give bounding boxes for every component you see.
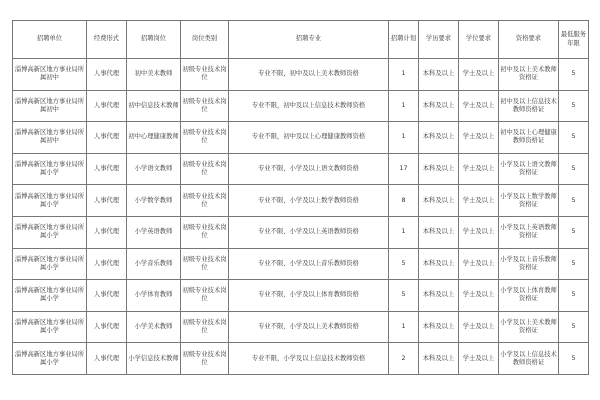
education-cell: 本科及以上 xyxy=(419,216,459,248)
qualification-cell: 初中及以上心理健康教师资格证 xyxy=(499,122,559,154)
category-cell: 初级专业技术岗位 xyxy=(181,185,229,217)
qualification-cell: 初中及以上信息技术教师资格证 xyxy=(499,90,559,122)
degree-cell: 学士及以上 xyxy=(459,59,499,91)
table-row xyxy=(13,122,589,154)
plan-count-cell: 5 xyxy=(389,280,419,312)
degree-cell: 学士及以上 xyxy=(459,185,499,217)
table-body xyxy=(13,59,589,375)
major-cell: 专业不限，小学及以上数学教师资格 xyxy=(229,185,389,217)
plan-count-cell: 1 xyxy=(389,122,419,154)
education-cell: 本科及以上 xyxy=(419,248,459,280)
service-years-cell: 5 xyxy=(559,280,589,312)
major-cell: 专业不限，初中及以上美术教师资格 xyxy=(229,59,389,91)
table-row xyxy=(13,59,589,91)
qualification-cell: 小学及以上美术教师资格证 xyxy=(499,311,559,343)
plan-count-cell: 1 xyxy=(389,90,419,122)
funding-cell: 人事代理 xyxy=(87,122,127,154)
category-cell: 初级专业技术岗位 xyxy=(181,59,229,91)
degree-cell: 学士及以上 xyxy=(459,280,499,312)
degree-cell: 学士及以上 xyxy=(459,311,499,343)
education-cell: 本科及以上 xyxy=(419,185,459,217)
unit-cell: 淄博高新区地方事业局所属小学 xyxy=(13,343,87,375)
unit-cell: 淄博高新区地方事业局所属初中 xyxy=(13,90,87,122)
service-years-cell: 5 xyxy=(559,90,589,122)
major-cell: 专业不限，小学及以上信息技术教师资格 xyxy=(229,343,389,375)
recruitment-table xyxy=(12,20,589,375)
unit-cell: 淄博高新区地方事业局所属初中 xyxy=(13,59,87,91)
position-cell: 小学体育教师 xyxy=(127,280,181,312)
position-cell: 初中美术教师 xyxy=(127,59,181,91)
position-cell: 小学语文教师 xyxy=(127,153,181,185)
position-cell: 小学美术教师 xyxy=(127,311,181,343)
header-cell: 招聘单位 xyxy=(13,21,87,59)
qualification-cell: 小学及以上语文教师资格证 xyxy=(499,153,559,185)
header-cell: 学历要求 xyxy=(419,21,459,59)
funding-cell: 人事代理 xyxy=(87,343,127,375)
plan-count-cell: 5 xyxy=(389,248,419,280)
unit-cell: 淄博高新区地方事业局所属小学 xyxy=(13,311,87,343)
education-cell: 本科及以上 xyxy=(419,280,459,312)
degree-cell: 学士及以上 xyxy=(459,122,499,154)
qualification-cell: 小学及以上音乐教师资格证 xyxy=(499,248,559,280)
qualification-cell: 初中及以上美术教师资格证 xyxy=(499,59,559,91)
major-cell: 专业不限，初中及以上信息技术教师资格 xyxy=(229,90,389,122)
position-cell: 小学数学教师 xyxy=(127,185,181,217)
funding-cell: 人事代理 xyxy=(87,248,127,280)
plan-count-cell: 8 xyxy=(389,185,419,217)
table-row xyxy=(13,343,589,375)
category-cell: 初级专业技术岗位 xyxy=(181,343,229,375)
major-cell: 专业不限，小学及以上美术教师资格 xyxy=(229,311,389,343)
position-cell: 小学信息技术教师 xyxy=(127,343,181,375)
service-years-cell: 5 xyxy=(559,248,589,280)
category-cell: 初级专业技术岗位 xyxy=(181,153,229,185)
major-cell: 专业不限，小学及以上语文教师资格 xyxy=(229,153,389,185)
header-cell: 招聘计划 xyxy=(389,21,419,59)
funding-cell: 人事代理 xyxy=(87,90,127,122)
service-years-cell: 5 xyxy=(559,59,589,91)
category-cell: 初级专业技术岗位 xyxy=(181,122,229,154)
service-years-cell: 5 xyxy=(559,343,589,375)
degree-cell: 学士及以上 xyxy=(459,153,499,185)
degree-cell: 学士及以上 xyxy=(459,90,499,122)
funding-cell: 人事代理 xyxy=(87,216,127,248)
plan-count-cell: 1 xyxy=(389,311,419,343)
header-cell: 岗位类别 xyxy=(181,21,229,59)
qualification-cell: 小学及以上数学教师资格证 xyxy=(499,185,559,217)
plan-count-cell: 17 xyxy=(389,153,419,185)
education-cell: 本科及以上 xyxy=(419,153,459,185)
table-row xyxy=(13,280,589,312)
service-years-cell: 5 xyxy=(559,185,589,217)
service-years-cell: 5 xyxy=(559,216,589,248)
position-cell: 小学音乐教师 xyxy=(127,248,181,280)
major-cell: 专业不限，小学及以上体育教师资格 xyxy=(229,280,389,312)
table-row xyxy=(13,185,589,217)
header-cell: 学位要求 xyxy=(459,21,499,59)
header-cell: 招聘专业 xyxy=(229,21,389,59)
header-cell: 招聘岗位 xyxy=(127,21,181,59)
header-cell: 最低服务年限 xyxy=(559,21,589,59)
category-cell: 初级专业技术岗位 xyxy=(181,90,229,122)
table-row xyxy=(13,216,589,248)
service-years-cell: 5 xyxy=(559,311,589,343)
degree-cell: 学士及以上 xyxy=(459,343,499,375)
unit-cell: 淄博高新区地方事业局所属小学 xyxy=(13,185,87,217)
category-cell: 初级专业技术岗位 xyxy=(181,280,229,312)
service-years-cell: 5 xyxy=(559,153,589,185)
qualification-cell: 小学及以上体育教师资格证 xyxy=(499,280,559,312)
table-header-row xyxy=(13,21,589,59)
major-cell: 专业不限，小学及以上英语教师资格 xyxy=(229,216,389,248)
unit-cell: 淄博高新区地方事业局所属初中 xyxy=(13,122,87,154)
table-row xyxy=(13,248,589,280)
qualification-cell: 小学及以上信息技术教师资格证 xyxy=(499,343,559,375)
education-cell: 本科及以上 xyxy=(419,343,459,375)
header-cell: 经费形式 xyxy=(87,21,127,59)
category-cell: 初级专业技术岗位 xyxy=(181,248,229,280)
funding-cell: 人事代理 xyxy=(87,153,127,185)
plan-count-cell: 1 xyxy=(389,216,419,248)
position-cell: 小学英语教师 xyxy=(127,216,181,248)
unit-cell: 淄博高新区地方事业局所属小学 xyxy=(13,280,87,312)
major-cell: 专业不限，初中及以上心理健康教师资格 xyxy=(229,122,389,154)
education-cell: 本科及以上 xyxy=(419,90,459,122)
major-cell: 专业不限，小学及以上音乐教师资格 xyxy=(229,248,389,280)
degree-cell: 学士及以上 xyxy=(459,248,499,280)
position-cell: 初中信息技术教师 xyxy=(127,90,181,122)
education-cell: 本科及以上 xyxy=(419,59,459,91)
degree-cell: 学士及以上 xyxy=(459,216,499,248)
funding-cell: 人事代理 xyxy=(87,185,127,217)
unit-cell: 淄博高新区地方事业局所属小学 xyxy=(13,216,87,248)
table-row xyxy=(13,90,589,122)
plan-count-cell: 2 xyxy=(389,343,419,375)
education-cell: 本科及以上 xyxy=(419,122,459,154)
header-cell: 资格要求 xyxy=(499,21,559,59)
funding-cell: 人事代理 xyxy=(87,311,127,343)
funding-cell: 人事代理 xyxy=(87,280,127,312)
table-row xyxy=(13,153,589,185)
unit-cell: 淄博高新区地方事业局所属小学 xyxy=(13,153,87,185)
table-row xyxy=(13,311,589,343)
position-cell: 初中心理健康教师 xyxy=(127,122,181,154)
service-years-cell: 5 xyxy=(559,122,589,154)
qualification-cell: 小学及以上英语教师资格证 xyxy=(499,216,559,248)
category-cell: 初级专业技术岗位 xyxy=(181,311,229,343)
unit-cell: 淄博高新区地方事业局所属小学 xyxy=(13,248,87,280)
plan-count-cell: 1 xyxy=(389,59,419,91)
education-cell: 本科及以上 xyxy=(419,311,459,343)
funding-cell: 人事代理 xyxy=(87,59,127,91)
category-cell: 初级专业技术岗位 xyxy=(181,216,229,248)
